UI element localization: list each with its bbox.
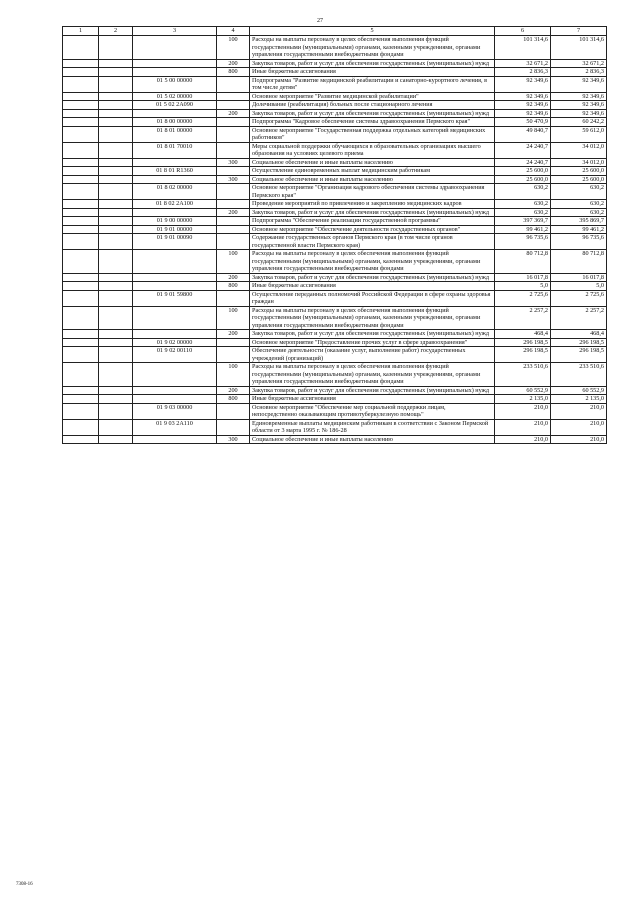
expense-type-cell: 800 bbox=[217, 395, 250, 404]
expense-type-cell: 100 bbox=[217, 250, 250, 274]
amount-col6-cell: 32 671,2 bbox=[495, 59, 551, 68]
item-name-cell: Основное мероприятие "Предоставление прочих услуг в сфере здравоохранения" bbox=[250, 338, 495, 347]
subsection-code-cell bbox=[99, 101, 133, 110]
subsection-code-cell bbox=[99, 338, 133, 347]
amount-col6-cell: 630,2 bbox=[495, 184, 551, 200]
amount-col7-cell: 32 671,2 bbox=[551, 59, 607, 68]
subsection-code-cell bbox=[99, 208, 133, 217]
amount-col7-cell: 233 510,6 bbox=[551, 363, 607, 387]
section-code-cell bbox=[63, 101, 99, 110]
target-article-cell: 01 9 03 2А110 bbox=[133, 419, 217, 435]
target-article-cell bbox=[133, 208, 217, 217]
table-row bbox=[63, 167, 607, 176]
amount-col6-cell: 630,2 bbox=[495, 200, 551, 209]
amount-col6-cell: 49 840,7 bbox=[495, 126, 551, 142]
amount-col6-cell: 92 349,6 bbox=[495, 76, 551, 92]
table-row bbox=[63, 59, 607, 68]
amount-col6-cell: 92 349,6 bbox=[495, 101, 551, 110]
item-name-cell: Основное мероприятие "Обеспечение деятельности государственных органов" bbox=[250, 225, 495, 234]
amount-col6-cell: 397 369,7 bbox=[495, 217, 551, 226]
amount-col7-cell: 60 242,2 bbox=[551, 118, 607, 127]
table-row bbox=[63, 435, 607, 444]
subsection-code-cell bbox=[99, 36, 133, 60]
expense-type-cell bbox=[217, 184, 250, 200]
target-article-cell: 01 8 02 00000 bbox=[133, 184, 217, 200]
subsection-code-cell bbox=[99, 435, 133, 444]
subsection-code-cell bbox=[99, 142, 133, 158]
table-body bbox=[63, 36, 607, 444]
section-code-cell bbox=[63, 273, 99, 282]
subsection-code-cell bbox=[99, 126, 133, 142]
item-name-cell: Основное мероприятие "Организация кадрового обеспечения системы здравоохранения Пермского края" bbox=[250, 184, 495, 200]
table-row bbox=[63, 208, 607, 217]
table-row bbox=[63, 126, 607, 142]
table-row bbox=[63, 234, 607, 250]
subsection-code-cell bbox=[99, 217, 133, 226]
page-number: 27 bbox=[317, 18, 323, 24]
expense-type-cell bbox=[217, 76, 250, 92]
amount-col6-cell: 2 135,0 bbox=[495, 395, 551, 404]
amount-col6-cell: 24 240,7 bbox=[495, 142, 551, 158]
table-row bbox=[63, 109, 607, 118]
table-row bbox=[63, 36, 607, 60]
subsection-code-cell bbox=[99, 282, 133, 291]
table-row bbox=[63, 395, 607, 404]
amount-col7-cell: 210,0 bbox=[551, 403, 607, 419]
table-header bbox=[63, 27, 607, 36]
section-code-cell bbox=[63, 175, 99, 184]
table-row bbox=[63, 403, 607, 419]
subsection-code-cell bbox=[99, 395, 133, 404]
amount-col7-cell: 296 198,5 bbox=[551, 338, 607, 347]
table-row bbox=[63, 306, 607, 330]
item-name-cell: Осуществление переданных полномочий Российской Федерации в сфере охраны здоровья граждан bbox=[250, 290, 495, 306]
budget-table bbox=[62, 26, 607, 444]
amount-col7-cell: 101 314,6 bbox=[551, 36, 607, 60]
expense-type-cell bbox=[217, 167, 250, 176]
item-name-cell: Проведение мероприятий по привлечению и закреплению медицинских кадров bbox=[250, 200, 495, 209]
section-code-cell bbox=[63, 68, 99, 77]
expense-type-cell: 200 bbox=[217, 330, 250, 339]
amount-col7-cell: 25 600,0 bbox=[551, 167, 607, 176]
item-name-cell: Содержание государственных органов Пермского края (в том числе органов государственной власти Пермского края) bbox=[250, 234, 495, 250]
target-article-cell bbox=[133, 306, 217, 330]
item-name-cell: Социальное обеспечение и иные выплаты населению bbox=[250, 435, 495, 444]
section-code-cell bbox=[63, 217, 99, 226]
amount-col7-cell: 395 869,7 bbox=[551, 217, 607, 226]
amount-col7-cell: 96 735,6 bbox=[551, 234, 607, 250]
subsection-code-cell bbox=[99, 59, 133, 68]
table-row bbox=[63, 101, 607, 110]
section-code-cell bbox=[63, 435, 99, 444]
target-article-cell: 01 9 01 00090 bbox=[133, 234, 217, 250]
amount-col6-cell: 210,0 bbox=[495, 419, 551, 435]
expense-type-cell: 300 bbox=[217, 158, 250, 167]
column-header: 5 bbox=[250, 27, 495, 36]
target-article-cell bbox=[133, 175, 217, 184]
item-name-cell: Закупка товаров, работ и услуг для обеспечения государственных (муниципальных) нужд bbox=[250, 59, 495, 68]
amount-col7-cell: 2 257,2 bbox=[551, 306, 607, 330]
table-row bbox=[63, 363, 607, 387]
table-row bbox=[63, 217, 607, 226]
expense-type-cell: 100 bbox=[217, 36, 250, 60]
amount-col6-cell: 16 017,8 bbox=[495, 273, 551, 282]
section-code-cell bbox=[63, 92, 99, 101]
expense-type-cell: 100 bbox=[217, 306, 250, 330]
subsection-code-cell bbox=[99, 250, 133, 274]
section-code-cell bbox=[63, 208, 99, 217]
table-row bbox=[63, 386, 607, 395]
amount-col6-cell: 2 257,2 bbox=[495, 306, 551, 330]
amount-col6-cell: 296 198,5 bbox=[495, 338, 551, 347]
item-name-cell: Расходы на выплаты персоналу в целях обеспечения выполнения функций государственными (муниципальными) органами, казенными учреждениями, органами управления государственными внебюджетными фондами bbox=[250, 36, 495, 60]
target-article-cell bbox=[133, 59, 217, 68]
target-article-cell bbox=[133, 282, 217, 291]
expense-type-cell: 200 bbox=[217, 273, 250, 282]
amount-col7-cell: 5,0 bbox=[551, 282, 607, 291]
amount-col7-cell: 630,2 bbox=[551, 208, 607, 217]
subsection-code-cell bbox=[99, 68, 133, 77]
item-name-cell: Иные бюджетные ассигнования bbox=[250, 282, 495, 291]
target-article-cell bbox=[133, 36, 217, 60]
target-article-cell bbox=[133, 395, 217, 404]
item-name-cell: Подпрограмма "Развитие медицинской реабилитации и санаторно-курортного лечения, в том числе детям" bbox=[250, 76, 495, 92]
section-code-cell bbox=[63, 338, 99, 347]
target-article-cell bbox=[133, 250, 217, 274]
amount-col6-cell: 210,0 bbox=[495, 435, 551, 444]
column-header: 4 bbox=[217, 27, 250, 36]
section-code-cell bbox=[63, 158, 99, 167]
target-article-cell bbox=[133, 363, 217, 387]
expense-type-cell bbox=[217, 290, 250, 306]
item-name-cell: Закупка товаров, работ и услуг для обеспечения государственных (муниципальных) нужд bbox=[250, 386, 495, 395]
section-code-cell bbox=[63, 200, 99, 209]
amount-col7-cell: 2 836,3 bbox=[551, 68, 607, 77]
subsection-code-cell bbox=[99, 167, 133, 176]
amount-col6-cell: 92 349,6 bbox=[495, 109, 551, 118]
item-name-cell: Единовременные выплаты медицинским работникам в соответствии с Законом Пермской области от 3 марта 1995 г. № 186-28 bbox=[250, 419, 495, 435]
item-name-cell: Обеспечение деятельности (оказание услуг, выполнение работ) государственных учреждений (организаций) bbox=[250, 347, 495, 363]
amount-col6-cell: 92 349,6 bbox=[495, 92, 551, 101]
expense-type-cell bbox=[217, 118, 250, 127]
subsection-code-cell bbox=[99, 184, 133, 200]
item-name-cell: Осуществление единовременных выплат медицинским работникам bbox=[250, 167, 495, 176]
table-row bbox=[63, 92, 607, 101]
amount-col6-cell: 96 735,6 bbox=[495, 234, 551, 250]
table-row bbox=[63, 250, 607, 274]
expense-type-cell: 300 bbox=[217, 435, 250, 444]
table-row bbox=[63, 200, 607, 209]
table-row bbox=[63, 118, 607, 127]
amount-col6-cell: 60 552,9 bbox=[495, 386, 551, 395]
expense-type-cell: 200 bbox=[217, 109, 250, 118]
amount-col6-cell: 296 198,5 bbox=[495, 347, 551, 363]
column-header: 3 bbox=[133, 27, 217, 36]
expense-type-cell bbox=[217, 338, 250, 347]
amount-col7-cell: 296 198,5 bbox=[551, 347, 607, 363]
amount-col6-cell: 630,2 bbox=[495, 208, 551, 217]
item-name-cell: Расходы на выплаты персоналу в целях обеспечения выполнения функций государственными (муниципальными) органами, казенными учреждениями, органами управления государственными внебюджетными фондами bbox=[250, 363, 495, 387]
target-article-cell bbox=[133, 273, 217, 282]
item-name-cell: Подпрограмма "Кадровое обеспечение системы здравоохранения Пермского края" bbox=[250, 118, 495, 127]
item-name-cell: Расходы на выплаты персоналу в целях обеспечения выполнения функций государственными (муниципальными) органами, казенными учреждениями, органами управления государственными внебюджетными фондами bbox=[250, 250, 495, 274]
table-row bbox=[63, 419, 607, 435]
target-article-cell bbox=[133, 158, 217, 167]
section-code-cell bbox=[63, 184, 99, 200]
target-article-cell: 01 9 02 00110 bbox=[133, 347, 217, 363]
section-code-cell bbox=[63, 330, 99, 339]
amount-col7-cell: 60 552,9 bbox=[551, 386, 607, 395]
amount-col7-cell: 92 349,6 bbox=[551, 109, 607, 118]
amount-col6-cell: 2 836,3 bbox=[495, 68, 551, 77]
section-code-cell bbox=[63, 76, 99, 92]
amount-col7-cell: 92 349,6 bbox=[551, 76, 607, 92]
table-row bbox=[63, 338, 607, 347]
amount-col7-cell: 34 012,0 bbox=[551, 158, 607, 167]
section-code-cell bbox=[63, 142, 99, 158]
item-name-cell: Расходы на выплаты персоналу в целях обеспечения выполнения функций государственными (муниципальными) органами, казенными учреждениями, органами управления государственными внебюджетными фондами bbox=[250, 306, 495, 330]
amount-col7-cell: 92 349,6 bbox=[551, 92, 607, 101]
subsection-code-cell bbox=[99, 386, 133, 395]
column-header: 7 bbox=[551, 27, 607, 36]
table-row bbox=[63, 290, 607, 306]
amount-col7-cell: 34 012,0 bbox=[551, 142, 607, 158]
subsection-code-cell bbox=[99, 290, 133, 306]
section-code-cell bbox=[63, 109, 99, 118]
item-name-cell: Социальное обеспечение и иные выплаты населению bbox=[250, 175, 495, 184]
expense-type-cell bbox=[217, 126, 250, 142]
item-name-cell: Основное мероприятие "Государственная поддержка отдельных категорий медицинских работников" bbox=[250, 126, 495, 142]
expense-type-cell: 100 bbox=[217, 363, 250, 387]
amount-col7-cell: 25 600,0 bbox=[551, 175, 607, 184]
amount-col6-cell: 99 461,2 bbox=[495, 225, 551, 234]
subsection-code-cell bbox=[99, 419, 133, 435]
amount-col7-cell: 2 135,0 bbox=[551, 395, 607, 404]
column-number-row bbox=[63, 27, 607, 36]
column-header: 1 bbox=[63, 27, 99, 36]
expense-type-cell bbox=[217, 234, 250, 250]
column-header: 6 bbox=[495, 27, 551, 36]
section-code-cell bbox=[63, 126, 99, 142]
item-name-cell: Закупка товаров, работ и услуг для обеспечения государственных (муниципальных) нужд bbox=[250, 273, 495, 282]
table-row bbox=[63, 330, 607, 339]
amount-col6-cell: 5,0 bbox=[495, 282, 551, 291]
amount-col7-cell: 80 712,8 bbox=[551, 250, 607, 274]
item-name-cell: Социальное обеспечение и иные выплаты населению bbox=[250, 158, 495, 167]
target-article-cell: 01 9 01 00000 bbox=[133, 225, 217, 234]
section-code-cell bbox=[63, 59, 99, 68]
expense-type-cell bbox=[217, 403, 250, 419]
subsection-code-cell bbox=[99, 200, 133, 209]
subsection-code-cell bbox=[99, 234, 133, 250]
item-name-cell: Иные бюджетные ассигнования bbox=[250, 395, 495, 404]
section-code-cell bbox=[63, 234, 99, 250]
item-name-cell: Закупка товаров, работ и услуг для обеспечения государственных (муниципальных) нужд bbox=[250, 208, 495, 217]
amount-col6-cell: 101 314,6 bbox=[495, 36, 551, 60]
target-article-cell bbox=[133, 109, 217, 118]
amount-col7-cell: 92 349,6 bbox=[551, 101, 607, 110]
target-article-cell: 01 8 00 00000 bbox=[133, 118, 217, 127]
subsection-code-cell bbox=[99, 347, 133, 363]
amount-col7-cell: 59 612,0 bbox=[551, 126, 607, 142]
subsection-code-cell bbox=[99, 403, 133, 419]
table-row bbox=[63, 282, 607, 291]
amount-col7-cell: 2 725,6 bbox=[551, 290, 607, 306]
target-article-cell: 01 8 02 2А100 bbox=[133, 200, 217, 209]
amount-col7-cell: 210,0 bbox=[551, 435, 607, 444]
amount-col6-cell: 24 240,7 bbox=[495, 158, 551, 167]
section-code-cell bbox=[63, 290, 99, 306]
target-article-cell: 01 5 02 00000 bbox=[133, 92, 217, 101]
subsection-code-cell bbox=[99, 273, 133, 282]
item-name-cell: Основное мероприятие "Развитие медицинской реабилитации" bbox=[250, 92, 495, 101]
target-article-cell: 01 9 00 00000 bbox=[133, 217, 217, 226]
target-article-cell: 01 5 00 00000 bbox=[133, 76, 217, 92]
amount-col6-cell: 233 510,6 bbox=[495, 363, 551, 387]
subsection-code-cell bbox=[99, 118, 133, 127]
expense-type-cell: 800 bbox=[217, 282, 250, 291]
amount-col6-cell: 80 712,8 bbox=[495, 250, 551, 274]
expense-type-cell bbox=[217, 347, 250, 363]
expense-type-cell bbox=[217, 142, 250, 158]
amount-col7-cell: 210,0 bbox=[551, 419, 607, 435]
section-code-cell bbox=[63, 347, 99, 363]
subsection-code-cell bbox=[99, 225, 133, 234]
subsection-code-cell bbox=[99, 92, 133, 101]
target-article-cell: 01 9 01 59800 bbox=[133, 290, 217, 306]
target-article-cell: 01 9 03 00000 bbox=[133, 403, 217, 419]
expense-type-cell bbox=[217, 419, 250, 435]
column-header: 2 bbox=[99, 27, 133, 36]
item-name-cell: Долечивание (реабилитация) больных после стационарного лечения bbox=[250, 101, 495, 110]
target-article-cell: 01 8 01 70010 bbox=[133, 142, 217, 158]
table-row bbox=[63, 68, 607, 77]
amount-col7-cell: 630,2 bbox=[551, 200, 607, 209]
section-code-cell bbox=[63, 250, 99, 274]
section-code-cell bbox=[63, 403, 99, 419]
item-name-cell: Меры социальной поддержки обучающихся в образовательных организациях высшего образования на условиях целевого приема bbox=[250, 142, 495, 158]
subsection-code-cell bbox=[99, 330, 133, 339]
target-article-cell bbox=[133, 386, 217, 395]
item-name-cell: Подпрограмма "Обеспечение реализации государственной программы" bbox=[250, 217, 495, 226]
table-row bbox=[63, 76, 607, 92]
expense-type-cell bbox=[217, 92, 250, 101]
amount-col7-cell: 630,2 bbox=[551, 184, 607, 200]
target-article-cell bbox=[133, 330, 217, 339]
section-code-cell bbox=[63, 118, 99, 127]
subsection-code-cell bbox=[99, 76, 133, 92]
target-article-cell bbox=[133, 68, 217, 77]
amount-col6-cell: 50 470,9 bbox=[495, 118, 551, 127]
expense-type-cell bbox=[217, 225, 250, 234]
amount-col7-cell: 16 017,8 bbox=[551, 273, 607, 282]
footer-code: 7308-16 bbox=[16, 882, 33, 887]
subsection-code-cell bbox=[99, 158, 133, 167]
expense-type-cell: 800 bbox=[217, 68, 250, 77]
subsection-code-cell bbox=[99, 175, 133, 184]
table-row bbox=[63, 142, 607, 158]
amount-col7-cell: 468,4 bbox=[551, 330, 607, 339]
amount-col6-cell: 210,0 bbox=[495, 403, 551, 419]
section-code-cell bbox=[63, 395, 99, 404]
amount-col6-cell: 2 725,6 bbox=[495, 290, 551, 306]
target-article-cell: 01 9 02 00000 bbox=[133, 338, 217, 347]
subsection-code-cell bbox=[99, 306, 133, 330]
amount-col6-cell: 25 600,0 bbox=[495, 167, 551, 176]
section-code-cell bbox=[63, 167, 99, 176]
amount-col7-cell: 99 461,2 bbox=[551, 225, 607, 234]
expense-type-cell bbox=[217, 217, 250, 226]
section-code-cell bbox=[63, 282, 99, 291]
item-name-cell: Закупка товаров, работ и услуг для обеспечения государственных (муниципальных) нужд bbox=[250, 109, 495, 118]
subsection-code-cell bbox=[99, 363, 133, 387]
item-name-cell: Закупка товаров, работ и услуг для обеспечения государственных (муниципальных) нужд bbox=[250, 330, 495, 339]
target-article-cell: 01 8 01 00000 bbox=[133, 126, 217, 142]
section-code-cell bbox=[63, 386, 99, 395]
table-row bbox=[63, 347, 607, 363]
table-row bbox=[63, 184, 607, 200]
target-article-cell: 01 5 02 2А090 bbox=[133, 101, 217, 110]
section-code-cell bbox=[63, 225, 99, 234]
section-code-cell bbox=[63, 306, 99, 330]
table-row bbox=[63, 158, 607, 167]
expense-type-cell: 300 bbox=[217, 175, 250, 184]
expense-type-cell: 200 bbox=[217, 386, 250, 395]
target-article-cell bbox=[133, 435, 217, 444]
subsection-code-cell bbox=[99, 109, 133, 118]
item-name-cell: Иные бюджетные ассигнования bbox=[250, 68, 495, 77]
table-row bbox=[63, 225, 607, 234]
amount-col6-cell: 468,4 bbox=[495, 330, 551, 339]
item-name-cell: Основное мероприятие "Обеспечение мер социальной поддержки лицам, непосредственно оказывающим противотуберкулезную помощь" bbox=[250, 403, 495, 419]
table-row bbox=[63, 273, 607, 282]
section-code-cell bbox=[63, 363, 99, 387]
target-article-cell: 01 8 01 R1360 bbox=[133, 167, 217, 176]
expense-type-cell: 200 bbox=[217, 208, 250, 217]
expense-type-cell: 200 bbox=[217, 59, 250, 68]
section-code-cell bbox=[63, 36, 99, 60]
table-row bbox=[63, 175, 607, 184]
expense-type-cell bbox=[217, 101, 250, 110]
section-code-cell bbox=[63, 419, 99, 435]
amount-col6-cell: 25 600,0 bbox=[495, 175, 551, 184]
expense-type-cell bbox=[217, 200, 250, 209]
